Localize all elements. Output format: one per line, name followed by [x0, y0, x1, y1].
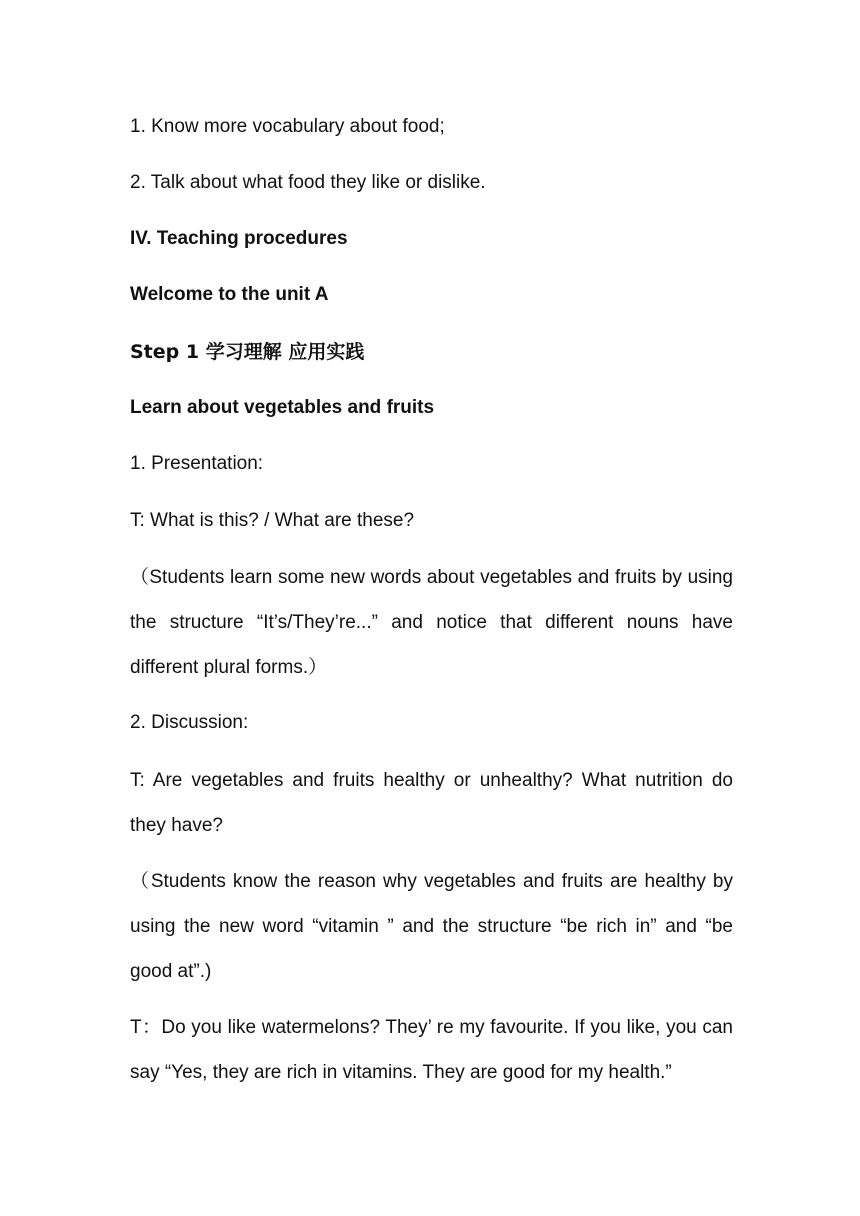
learn-heading: Learn about vegetables and fruits	[130, 397, 435, 418]
objective-2: 2. Talk about what food they like or dislike.	[130, 172, 486, 193]
objective-1: 1. Know more vocabulary about food;	[130, 116, 445, 137]
teacher-question-3: T：Do you like watermelons? They’ re my favourite. If you like, you can say “Yes, they are rich in vitamins. They are good for my health.”	[130, 1017, 733, 1083]
presentation-label: 1. Presentation:	[130, 453, 264, 474]
note-paragraph-2: （Students know the reason why vegetables and fruits are healthy by using the new word “vitamin ” and the structure “be rich in” and “be good at”.)	[130, 871, 733, 982]
teacher-question-1: T: What is this? / What are these?	[130, 510, 415, 531]
step1-heading: Step 1 学习理解 应用实践	[130, 341, 365, 363]
section-heading: IV. Teaching procedures	[130, 228, 348, 249]
welcome-heading: Welcome to the unit A	[130, 284, 329, 305]
discussion-label: 2. Discussion:	[130, 712, 249, 733]
teacher-question-2: T: Are vegetables and fruits healthy or unhealthy? What nutrition do they have?	[130, 770, 733, 836]
note-paragraph-1: （Students learn some new words about vegetables and fruits by using the structure “It’s/They’re...” and notice that different nouns have different plural forms.）	[130, 567, 733, 678]
